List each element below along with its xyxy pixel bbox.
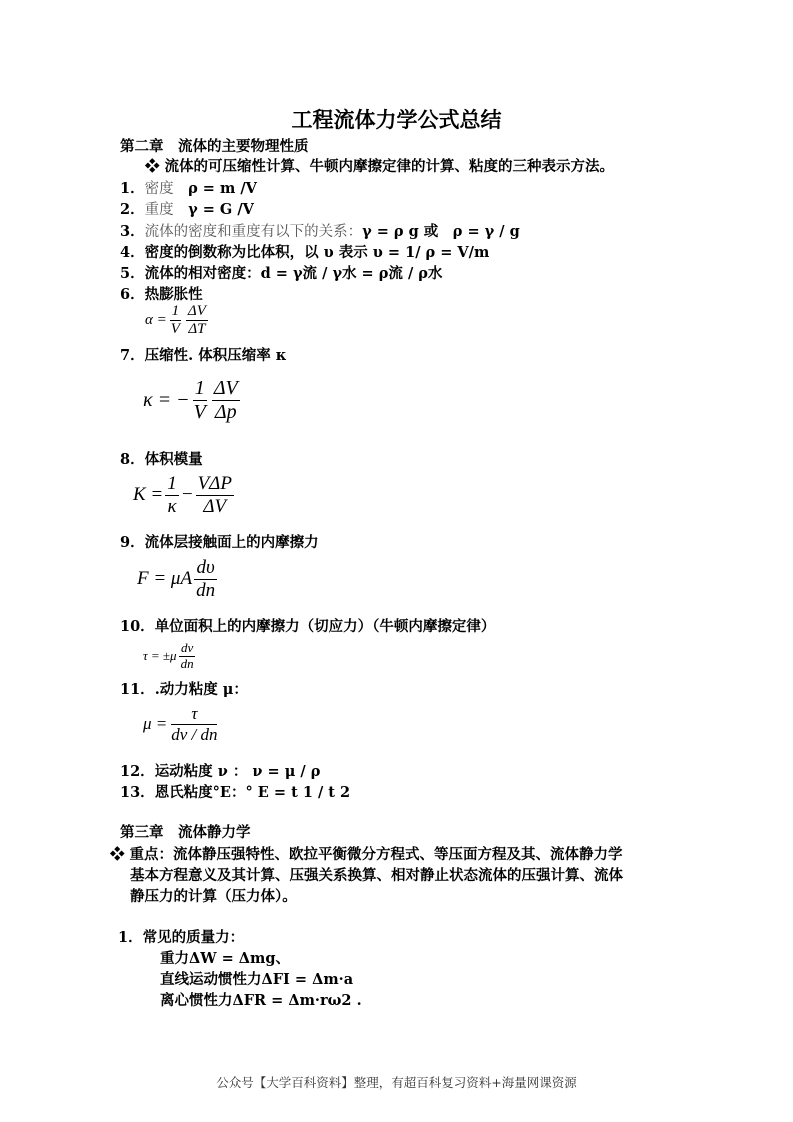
item-3: 3．流体的密度和重度有以下的关系：γ = ρ g 或 ρ = γ / g [120,223,520,240]
formula-compressibility: κ = − $\frac{1}{V}$ ΔV Δp [143,377,238,423]
formula-thermal-expansion: α = $\frac{1}{V}$ ΔV ΔT [145,303,206,338]
item-11: 11．.动力粘度 μ： [120,681,248,698]
force-linear-inertia: 直线运动惯性力ΔFI = Δm·a [160,971,354,988]
formula-friction-force: F = μA dυ dn [137,557,216,601]
chapter-3-keypoints-line-3: 静压力的计算（压力体）。 [130,888,297,905]
item-4: 4．密度的倒数称为比体积，以 υ 表示 υ = 1/ ρ = V/m [120,244,490,261]
force-gravity: 重力ΔW = Δmg、 [160,950,291,967]
chapter-3-item-1: 1．常见的质量力： [118,929,245,946]
formula-bulk-modulus: K = $\frac{1}{\kappa}$ − VΔP ΔV [133,473,232,517]
chapter-2-keypoints: ❖ 流体的可压缩性计算、牛顿内摩擦定律的计算、粘度的三种表示方法。 [145,158,615,175]
chapter-3-keypoints-line-2: 基本方程意义及其计算、压强关系换算、相对静止状态流体的压强计算、流体 [130,867,623,884]
item-7: 7．压缩性. 体积压缩率 κ [120,347,287,364]
item-5: 5．流体的相对密度：d = γ流 / γ水 = ρ流 / ρ水 [120,265,443,282]
footer-note: 公众号【大学百科资料】整理，有超百科复习资料+海量网课资源 [216,1075,577,1090]
formula-shear-stress: τ = ±μ dv dn [143,640,194,671]
item-13: 13．恩氏粘度°E：° E = t 1 / t 2 [120,784,351,801]
item-8: 8．体积模量 [120,451,203,468]
chapter-2-heading: 第二章 流体的主要物理性质 [120,138,309,155]
item-2: 2．重度 γ = G /V [120,201,254,218]
item-9: 9．流体层接触面上的内摩擦力 [120,534,319,551]
chapter-3-heading: 第三章 流体静力学 [120,824,251,841]
force-centrifugal-inertia: 离心惯性力ΔFR = Δm·rω2 . [160,992,362,1009]
item-10: 10．单位面积上的内摩擦力（切应力）（牛顿内摩擦定律） [120,618,496,635]
item-1: 1．密度 ρ = m /V [120,180,257,197]
chapter-3-keypoints-line-1: ❖ 重点：流体静压强特性、欧拉平衡微分方程式、等压面方程及其、流体静力学 [110,846,623,863]
page-title: 工程流体力学公式总结 [291,107,502,132]
formula-dynamic-viscosity: μ = $\frac{\tau}{dv / dn}$ [143,704,218,744]
item-6: 6．热膨胀性 [120,286,203,303]
item-12: 12．运动粘度 ν ： ν = μ / ρ [120,763,321,780]
